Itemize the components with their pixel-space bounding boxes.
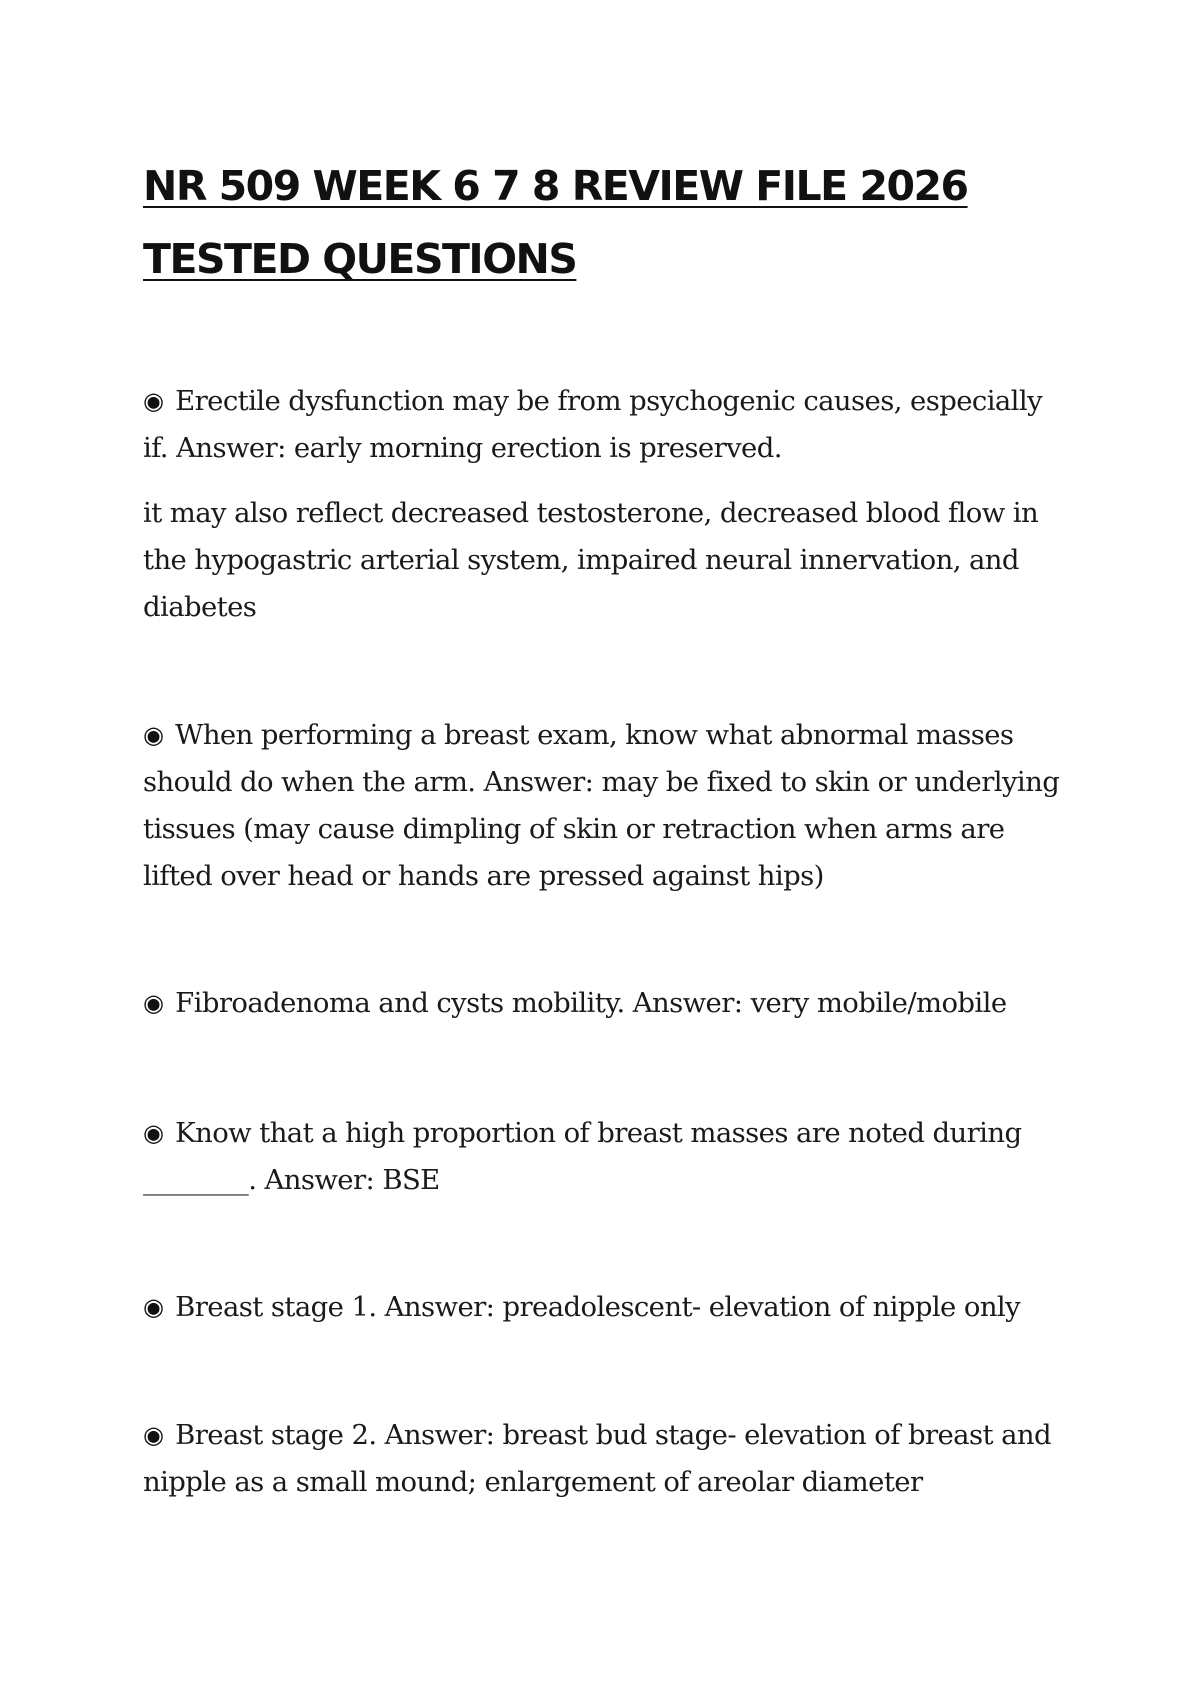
item-text: Breast stage 1. Answer: preadolescent- elevation of nipple only [175,1291,1021,1323]
radio-bullet-icon: ◉ [143,1421,164,1449]
radio-bullet-icon: ◉ [143,1119,164,1147]
list-item [143,1412,1073,1506]
item-text: Erectile dysfunction may be from psychogenic causes, especially if. Answer: early morning erection is preserved. [143,385,1043,464]
item-text: Fibroadenoma and cysts mobility. Answer: very mobile/mobile [175,987,1007,1019]
list-item [143,1110,1073,1204]
radio-bullet-icon: ◉ [143,989,164,1017]
list-item [143,712,1073,900]
item-text: When performing a breast exam, know what abnormal masses should do when the arm. Answer: may be fixed to skin or underlying tissues (may cause dimpling of skin or retraction when arms are lifted over head or hands are pressed against hips) [143,719,1060,892]
radio-bullet-icon: ◉ [143,387,164,415]
list-item [143,1284,1073,1331]
document-title: NR 509 WEEK 6 7 8 REVIEW FILE 2026 TESTED QUESTIONS [143,162,968,283]
item-text: Know that a high proportion of breast masses are noted during ________. Answer: BSE [143,1117,1022,1196]
explanation-paragraph: it may also reflect decreased testosterone, decreased blood flow in the hypogastric arterial system, impaired neural innervation, and diabetes [143,497,1039,623]
list-item [143,980,1073,1027]
item-text: Breast stage 2. Answer: breast bud stage- elevation of breast and nipple as a small mound; enlargement of areolar diameter [143,1419,1051,1498]
radio-bullet-icon: ◉ [143,1293,164,1321]
radio-bullet-icon: ◉ [143,721,164,749]
list-item [143,378,1073,472]
